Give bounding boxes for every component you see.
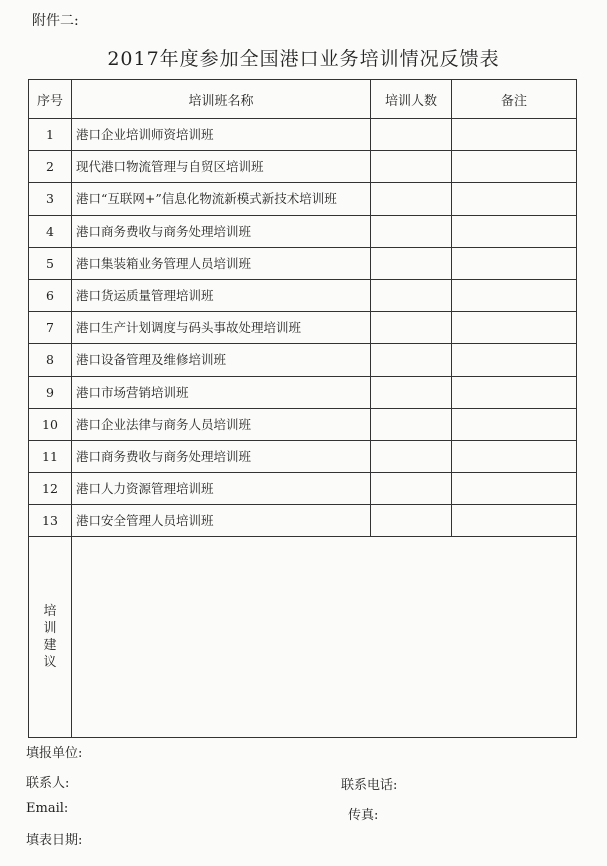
course-name: 港口设备管理及维修培训班 <box>72 344 371 376</box>
phone-label: 联系电话: <box>341 778 398 793</box>
table-row <box>29 473 577 505</box>
remark-cell[interactable] <box>452 408 577 440</box>
remark-cell[interactable] <box>452 440 577 472</box>
course-name: 港口人力资源管理培训班 <box>72 473 371 505</box>
trainee-count-cell[interactable] <box>371 151 452 183</box>
contact-label: 联系人: <box>26 776 70 791</box>
row-number: 6 <box>29 279 72 311</box>
trainee-count-cell[interactable] <box>371 279 452 311</box>
remark-cell[interactable] <box>452 473 577 505</box>
row-number: 3 <box>29 183 72 215</box>
row-number: 2 <box>29 151 72 183</box>
row-number: 5 <box>29 247 72 279</box>
remark-cell[interactable] <box>452 215 577 247</box>
course-name: 现代港口物流管理与自贸区培训班 <box>72 151 371 183</box>
trainee-count-cell[interactable] <box>371 312 452 344</box>
table-row <box>29 151 577 183</box>
email-label: Email: <box>26 801 69 816</box>
course-name: 港口“互联网+”信息化物流新模式新技术培训班 <box>72 183 371 215</box>
trainee-count-cell[interactable] <box>371 119 452 151</box>
header-remark: 备注 <box>452 80 577 119</box>
date-label: 填表日期: <box>26 833 83 848</box>
course-name: 港口安全管理人员培训班 <box>72 505 371 537</box>
table-row <box>29 344 577 376</box>
course-name: 港口商务费收与商务处理培训班 <box>72 215 371 247</box>
remark-cell[interactable] <box>452 151 577 183</box>
trainee-count-cell[interactable] <box>371 408 452 440</box>
trainee-count-cell[interactable] <box>371 505 452 537</box>
row-number: 4 <box>29 215 72 247</box>
row-number: 9 <box>29 376 72 408</box>
row-number: 7 <box>29 312 72 344</box>
row-number: 1 <box>29 119 72 151</box>
suggestion-label: 培训建议 <box>43 604 57 671</box>
suggestion-row <box>29 537 577 738</box>
table-header-row <box>29 80 577 119</box>
suggestion-input-area[interactable] <box>72 537 577 738</box>
page-title: 2017年度参加全国港口业务培训情况反馈表 <box>107 48 500 70</box>
row-number: 8 <box>29 344 72 376</box>
course-name: 港口商务费收与商务处理培训班 <box>72 440 371 472</box>
table-row <box>29 408 577 440</box>
header-no: 序号 <box>29 80 72 119</box>
unit-label: 填报单位: <box>26 746 83 761</box>
suggestion-label-cell <box>29 537 72 738</box>
attachment-label: 附件二: <box>32 13 79 29</box>
table-row <box>29 215 577 247</box>
row-number: 12 <box>29 473 72 505</box>
row-number: 11 <box>29 440 72 472</box>
trainee-count-cell[interactable] <box>371 376 452 408</box>
remark-cell[interactable] <box>452 312 577 344</box>
table-row <box>29 312 577 344</box>
course-name: 港口生产计划调度与码头事故处理培训班 <box>72 312 371 344</box>
table-row <box>29 247 577 279</box>
trainee-count-cell[interactable] <box>371 344 452 376</box>
trainee-count-cell[interactable] <box>371 247 452 279</box>
remark-cell[interactable] <box>452 344 577 376</box>
course-name: 港口企业培训师资培训班 <box>72 119 371 151</box>
header-count: 培训人数 <box>371 80 452 119</box>
remark-cell[interactable] <box>452 279 577 311</box>
course-name: 港口企业法律与商务人员培训班 <box>72 408 371 440</box>
table-row <box>29 505 577 537</box>
remark-cell[interactable] <box>452 247 577 279</box>
fax-label: 传真: <box>348 808 379 823</box>
remark-cell[interactable] <box>452 119 577 151</box>
course-name: 港口货运质量管理培训班 <box>72 279 371 311</box>
table-row <box>29 440 577 472</box>
table-row <box>29 279 577 311</box>
table-row <box>29 183 577 215</box>
trainee-count-cell[interactable] <box>371 440 452 472</box>
feedback-table <box>28 79 577 738</box>
table-row <box>29 119 577 151</box>
course-name: 港口集装箱业务管理人员培训班 <box>72 247 371 279</box>
row-number: 13 <box>29 505 72 537</box>
row-number: 10 <box>29 408 72 440</box>
course-name: 港口市场营销培训班 <box>72 376 371 408</box>
trainee-count-cell[interactable] <box>371 215 452 247</box>
header-name: 培训班名称 <box>72 80 371 119</box>
table-row <box>29 376 577 408</box>
trainee-count-cell[interactable] <box>371 473 452 505</box>
remark-cell[interactable] <box>452 505 577 537</box>
remark-cell[interactable] <box>452 376 577 408</box>
remark-cell[interactable] <box>452 183 577 215</box>
trainee-count-cell[interactable] <box>371 183 452 215</box>
